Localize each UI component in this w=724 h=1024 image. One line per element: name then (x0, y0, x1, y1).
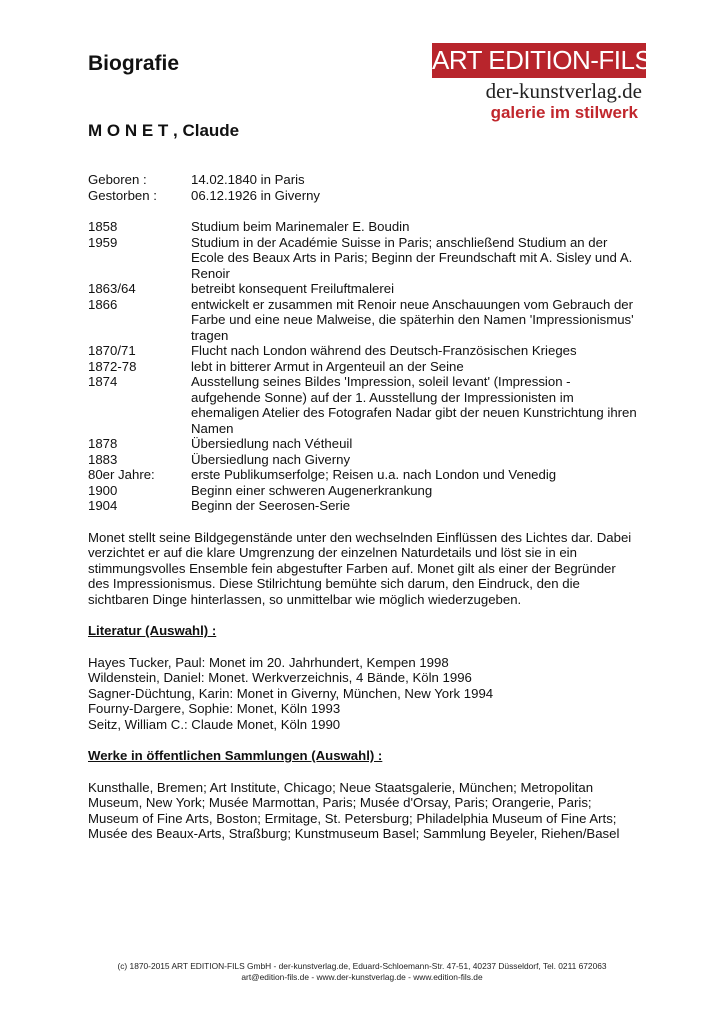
death-label: Gestorben : (88, 187, 157, 203)
logo-domain: der-kunstverlag.de (485, 79, 642, 103)
timeline-row (88, 219, 640, 235)
birth-value: 14.02.1840 in Paris (191, 172, 305, 187)
timeline-year: 1870/71 (88, 343, 136, 358)
timeline-text: Studium in der Académie Suisse in Paris; anschließend Studium an der Ecole des Beaux Arts in Paris; Beginn der Freundschaft mit A. Sisley und A. Renoir (191, 234, 633, 281)
timeline-year: 1904 (88, 498, 118, 513)
timeline-year: 1866 (88, 296, 118, 312)
timeline (88, 219, 640, 514)
literature-item: Seitz, William C.: Claude Monet, Köln 1990 (88, 716, 341, 732)
life-dates (88, 172, 640, 203)
timeline-row (88, 281, 640, 297)
timeline-year: 1874 (88, 374, 118, 389)
literature-list (88, 655, 640, 733)
timeline-row (88, 235, 640, 282)
publisher-logo (432, 43, 652, 123)
timeline-text: Beginn einer schweren Augenerkrankung (191, 482, 433, 498)
timeline-year: 1872-78 (88, 358, 137, 374)
timeline-year: 1878 (88, 436, 118, 451)
literature-item: Hayes Tucker, Paul: Monet im 20. Jahrhundert, Kempen 1998 (88, 654, 449, 670)
timeline-row (88, 297, 640, 344)
timeline-year: 1858 (88, 219, 118, 234)
timeline-text: betreibt konsequent Freiluftmalerei (191, 281, 395, 296)
artist-name: M O N E T , Claude (88, 121, 240, 140)
footer-copyright: (c) 1870-2015 ART EDITION-FILS GmbH - der-kunstverlag.de, Eduard-Schloemann-Str. 47-51, 40237 Düsseldorf, Tel. 0211 672063 (117, 961, 607, 971)
collections-heading: Werke in öffentlichen Sammlungen (Auswahl) : (88, 748, 383, 763)
logo-gallery: galerie im stilwerk (490, 103, 638, 122)
timeline-text: entwickelt er zusammen mit Renoir neue Anschauungen vom Gebrauch der Farbe und eine neue Malweise, die späterhin den Namen 'Impressionismus' tragen (191, 296, 634, 343)
logo-brand: ART EDITION-FILS (432, 43, 646, 78)
timeline-row (88, 436, 640, 452)
timeline-row (88, 483, 640, 499)
description-paragraph: Monet stellt seine Bildgegenstände unter den wechselnden Einflüssen des Lichtes dar. Dabei verzichtet er auf die klare Umgrenzung der einzelnen Naturdetails und löst sie in ein stimmungsvolles Ensemble fein abgestufter Farben auf. Monet gilt als einer der Begründer des Impressionismus. Diese Stilrichtung bemühte sich darum, den Eindruck, den die sichtbaren Dinge hinterlassen, so unmittelbar wie möglich wiederzugeben. (88, 529, 632, 607)
death-value: 06.12.1926 in Giverny (191, 187, 321, 203)
timeline-year: 1863/64 (88, 281, 136, 296)
timeline-row (88, 359, 640, 375)
timeline-year: 1959 (88, 234, 118, 250)
footer-contact: art@edition-fils.de - www.der-kunstverlag.de - www.edition-fils.de (241, 972, 483, 982)
timeline-text: erste Publikumserfolge; Reisen u.a. nach London und Venedig (191, 467, 557, 482)
timeline-year: 1900 (88, 482, 118, 498)
page-footer (0, 961, 724, 983)
timeline-row (88, 452, 640, 468)
literature-item: Wildenstein, Daniel: Monet. Werkverzeichnis, 4 Bände, Köln 1996 (88, 670, 472, 685)
timeline-text: Übersiedlung nach Vétheuil (191, 436, 353, 451)
birth-row (88, 172, 640, 188)
timeline-row (88, 498, 640, 514)
literature-item: Fourny-Dargere, Sophie: Monet, Köln 1993 (88, 701, 341, 716)
timeline-text: Beginn der Seerosen-Serie (191, 498, 351, 513)
timeline-row (88, 374, 640, 436)
literature-item: Sagner-Düchtung, Karin: Monet in Giverny, München, New York 1994 (88, 685, 494, 701)
collections-paragraph: Kunsthalle, Bremen; Art Institute, Chicago; Neue Staatsgalerie, München; Metropolitan Museum, New York; Musée Marmottan, Paris; Musée d'Orsay, Paris; Orangerie, Paris; Museum of Fine Arts, Boston; Ermitage, St. Petersburg; Philadelphia Museum of Fine Arts; Musée des Beaux-Arts, Straßburg; Kunstmuseum Basel; Sammlung Beyeler, Riehen/Basel (88, 779, 620, 841)
literature-heading: Literatur (Auswahl) : (88, 623, 217, 638)
timeline-text: lebt in bitterer Armut in Argenteuil an der Seine (191, 358, 464, 374)
birth-label: Geboren : (88, 172, 147, 187)
timeline-text: Ausstellung seines Bildes 'Impression, soleil levant' (Impression - aufgehende Sonne) auf der 1. Ausstellung der Impressionisten im ehemaligen Atelier des Fotografen Nadar gibt der neuen Kunstrichtung ihren Namen (191, 374, 637, 436)
timeline-text: Studium beim Marinemaler E. Boudin (191, 219, 410, 234)
timeline-row (88, 343, 640, 359)
page-title: Biografie (88, 52, 180, 75)
timeline-text: Übersiedlung nach Giverny (191, 451, 351, 467)
timeline-year: 1883 (88, 451, 118, 467)
death-row (88, 188, 640, 204)
timeline-text: Flucht nach London während des Deutsch-Französischen Krieges (191, 343, 577, 358)
timeline-year: 80er Jahre: (88, 467, 155, 482)
timeline-row (88, 467, 640, 483)
biography-content (88, 172, 640, 842)
